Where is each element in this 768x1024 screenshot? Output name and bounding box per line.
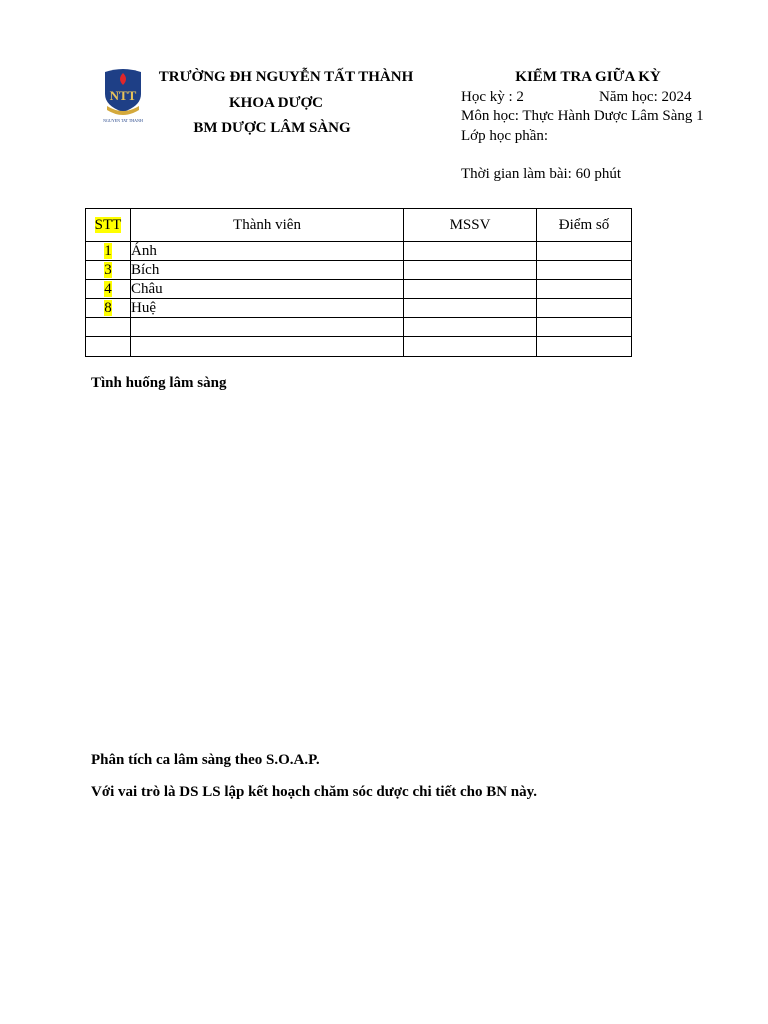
member-name-cell bbox=[131, 318, 404, 337]
mssv-cell bbox=[404, 337, 537, 357]
column-header-mssv: MSSV bbox=[404, 209, 537, 242]
case-heading: Tình huống lâm sàng bbox=[91, 375, 227, 391]
logo-mark: NTT bbox=[109, 88, 137, 103]
table-row bbox=[86, 337, 632, 357]
score-cell bbox=[537, 337, 632, 357]
table-row bbox=[86, 318, 632, 337]
care-plan-instruction: Với vai trò là DS LS lập kết hoạch chăm sóc dược chi tiết cho BN này. bbox=[91, 784, 538, 800]
member-name-cell: Châu bbox=[131, 280, 404, 299]
mssv-cell bbox=[404, 261, 537, 280]
soap-heading: Phân tích ca lâm sàng theo S.O.A.P. bbox=[91, 752, 320, 768]
table-row bbox=[86, 299, 632, 318]
subject: Môn học: Thực Hành Dược Lâm Sàng 1 bbox=[461, 108, 704, 124]
score-cell bbox=[537, 261, 632, 280]
stt-value: 1 bbox=[104, 243, 112, 259]
stt-value: 4 bbox=[104, 281, 112, 297]
class-section: Lớp học phần: bbox=[461, 128, 549, 144]
column-header-stt-label: STT bbox=[94, 217, 122, 233]
mssv-cell bbox=[404, 299, 537, 318]
exam-title: KIỂM TRA GIỮA KỲ bbox=[515, 69, 661, 85]
mssv-cell bbox=[404, 318, 537, 337]
stt-value: 3 bbox=[104, 262, 112, 278]
member-name-cell: Bích bbox=[131, 261, 404, 280]
score-cell bbox=[537, 242, 632, 261]
department-name: BM DƯỢC LÂM SÀNG bbox=[193, 120, 351, 136]
stt-cell bbox=[86, 261, 131, 280]
member-name-cell: Huệ bbox=[131, 299, 404, 318]
member-name-cell: Ánh bbox=[131, 242, 404, 261]
table-row bbox=[86, 280, 632, 299]
exam-duration: Thời gian làm bài: 60 phút bbox=[461, 166, 621, 182]
stt-cell bbox=[86, 337, 131, 357]
score-cell bbox=[537, 318, 632, 337]
score-cell bbox=[537, 299, 632, 318]
stt-cell bbox=[86, 299, 131, 318]
stt-cell bbox=[86, 318, 131, 337]
column-header-stt bbox=[86, 209, 131, 242]
mssv-cell bbox=[404, 280, 537, 299]
academic-year: Năm học: 2024 bbox=[599, 89, 692, 105]
mssv-cell bbox=[404, 242, 537, 261]
members-table bbox=[85, 208, 632, 357]
member-name-cell bbox=[131, 337, 404, 357]
table-row bbox=[86, 261, 632, 280]
stt-cell bbox=[86, 242, 131, 261]
table-row bbox=[86, 242, 632, 261]
column-header-member: Thành viên bbox=[131, 209, 404, 242]
stt-value: 8 bbox=[104, 300, 112, 316]
school-name: TRƯỜNG ĐH NGUYỄN TẤT THÀNH bbox=[158, 69, 414, 85]
score-cell bbox=[537, 280, 632, 299]
faculty-name: KHOA DƯỢC bbox=[228, 95, 324, 111]
semester: Học kỳ : 2 bbox=[461, 89, 524, 105]
logo-caption: NGUYEN TAT THANH bbox=[103, 118, 143, 123]
table-header-row bbox=[86, 209, 632, 242]
column-header-score: Điểm số bbox=[537, 209, 632, 242]
stt-cell bbox=[86, 280, 131, 299]
